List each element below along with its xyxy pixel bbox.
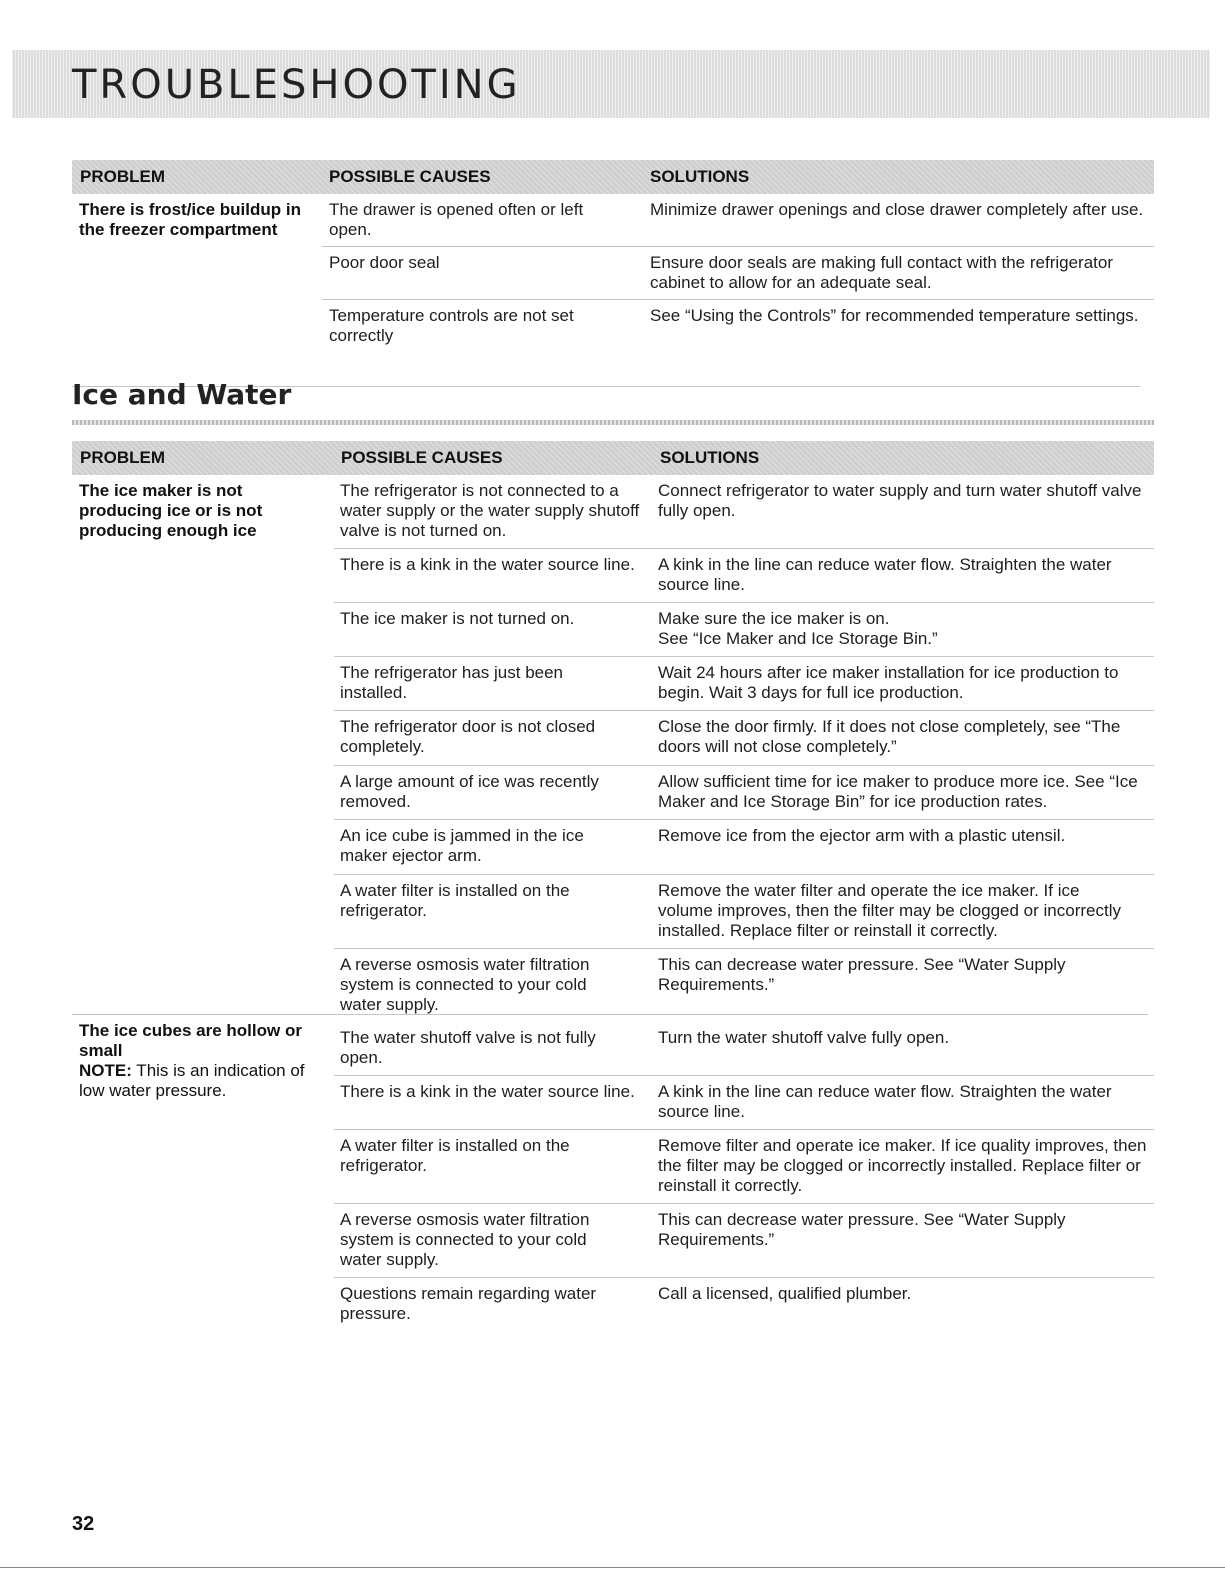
problem-text: There is frost/ice buildup in the freezer compartment	[79, 200, 301, 239]
solution-text: See “Using the Controls” for recommended temperature settings.	[650, 306, 1139, 325]
freezer-troubleshooting-table	[72, 160, 1154, 354]
solution-text: Ensure door seals are making full contact with the refrigerator cabinet to allow for an adequate seal.	[650, 253, 1114, 292]
table-body	[72, 475, 1154, 1331]
table-row	[322, 247, 1154, 300]
problem-cell	[79, 200, 319, 240]
cause-text: A reverse osmosis water filtration system is connected to your cold water supply.	[340, 955, 590, 1014]
header-problem: PROBLEM	[80, 167, 165, 186]
page-title: TROUBLESHOOTING	[72, 62, 521, 108]
solution-text: A kink in the line can reduce water flow. Straighten the water source line.	[658, 555, 1112, 594]
cause-text: A large amount of ice was recently removed.	[340, 772, 599, 811]
solution-text: Remove ice from the ejector arm with a plastic utensil.	[658, 826, 1066, 845]
table-row	[334, 603, 1154, 657]
solution-text: Allow sufficient time for ice maker to produce more ice. See “Ice Maker and Ice Storage Bin” for ice production rates.	[658, 772, 1138, 811]
solution-text: This can decrease water pressure. See “Water Supply Requirements.”	[658, 1210, 1066, 1249]
problem-cell	[79, 481, 289, 541]
note-label: NOTE:	[79, 1061, 132, 1080]
table-row	[334, 1204, 1154, 1278]
solution-text: Remove filter and operate ice maker. If ice quality improves, then the filter may be clogged or incorrectly installed. Replace filter or reinstall it correctly.	[658, 1136, 1147, 1195]
solution-text: Turn the water shutoff valve fully open.	[658, 1028, 950, 1047]
table-row	[334, 820, 1154, 875]
solution-text: Close the door firmly. If it does not close completely, see “The doors will not close completely.”	[658, 717, 1121, 756]
group-separator-rule	[72, 1014, 1148, 1015]
cause-text: The water shutoff valve is not fully open.	[340, 1028, 596, 1067]
cause-text: The refrigerator is not connected to a water supply or the water supply shutoff valve is not turned on.	[340, 481, 640, 540]
problem-cell	[79, 1021, 329, 1101]
note-text: This is an indication of low water pressure.	[79, 1061, 305, 1100]
table-row	[334, 475, 1154, 549]
header-solutions: SOLUTIONS	[650, 167, 750, 186]
solution-text: Make sure the ice maker is on. See “Ice Maker and Ice Storage Bin.”	[658, 609, 938, 648]
table-row	[334, 1130, 1154, 1204]
table-row	[334, 766, 1154, 820]
header-possible-causes: POSSIBLE CAUSES	[329, 167, 491, 186]
solution-text: This can decrease water pressure. See “Water Supply Requirements.”	[658, 955, 1066, 994]
table-row	[334, 949, 1154, 1022]
ice-water-troubleshooting-table	[72, 441, 1154, 1331]
problem-text: The ice cubes are hollow or small	[79, 1021, 302, 1060]
causes-solutions	[322, 194, 1154, 354]
cause-text: A reverse osmosis water filtration system is connected to your cold water supply.	[340, 1210, 590, 1269]
table-body	[72, 194, 1154, 354]
page-bottom-rule	[0, 1567, 1225, 1568]
cause-text: There is a kink in the water source line.	[340, 555, 635, 574]
section-heading-rule	[72, 420, 1154, 425]
section-heading: Ice and Water	[72, 378, 292, 411]
solution-text: Connect refrigerator to water supply and turn water shutoff valve fully open.	[658, 481, 1142, 520]
solution-text: Wait 24 hours after ice maker installation for ice production to begin. Wait 3 days for full ice production.	[658, 663, 1119, 702]
cause-text: The ice maker is not turned on.	[340, 609, 575, 628]
table-row	[334, 549, 1154, 603]
table-row	[322, 194, 1154, 247]
cause-text: There is a kink in the water source line.	[340, 1082, 635, 1101]
title-bar	[12, 50, 1210, 118]
table-row	[334, 1022, 1154, 1076]
table-header	[72, 160, 1154, 194]
cause-text: Poor door seal	[329, 253, 440, 272]
header-solutions: SOLUTIONS	[660, 448, 760, 467]
problem-text: The ice maker is not producing ice or is not producing enough ice	[79, 481, 263, 540]
cause-text: The drawer is opened often or left open.	[329, 200, 584, 239]
cause-text: The refrigerator has just been installed.	[340, 663, 564, 702]
cause-text: The refrigerator door is not closed completely.	[340, 717, 596, 756]
table-row	[334, 711, 1154, 766]
solution-text: Call a licensed, qualified plumber.	[658, 1284, 912, 1303]
table-row	[322, 300, 1154, 354]
cause-text: An ice cube is jammed in the ice maker ejector arm.	[340, 826, 584, 865]
cause-text: Questions remain regarding water pressure.	[340, 1284, 597, 1323]
table-row	[334, 1278, 1154, 1331]
solution-text: A kink in the line can reduce water flow. Straighten the water source line.	[658, 1082, 1112, 1121]
table-header	[72, 441, 1154, 475]
solution-text: Minimize drawer openings and close drawer completely after use.	[650, 200, 1144, 219]
header-problem: PROBLEM	[80, 448, 165, 467]
page-number: 32	[72, 1513, 95, 1535]
header-possible-causes: POSSIBLE CAUSES	[341, 448, 503, 467]
cause-text: A water filter is installed on the refrigerator.	[340, 881, 570, 920]
solution-text: Remove the water filter and operate the ice maker. If ice volume improves, then the filter may be clogged or incorrectly installed. Replace filter or reinstall it correctly.	[658, 881, 1121, 940]
table-row	[334, 1076, 1154, 1130]
cause-text: A water filter is installed on the refrigerator.	[340, 1136, 570, 1175]
causes-solutions	[334, 475, 1154, 1022]
table-row	[334, 875, 1154, 949]
causes-solutions	[334, 1022, 1154, 1331]
cause-text: Temperature controls are not set correctly	[329, 306, 574, 345]
table-row	[334, 657, 1154, 711]
